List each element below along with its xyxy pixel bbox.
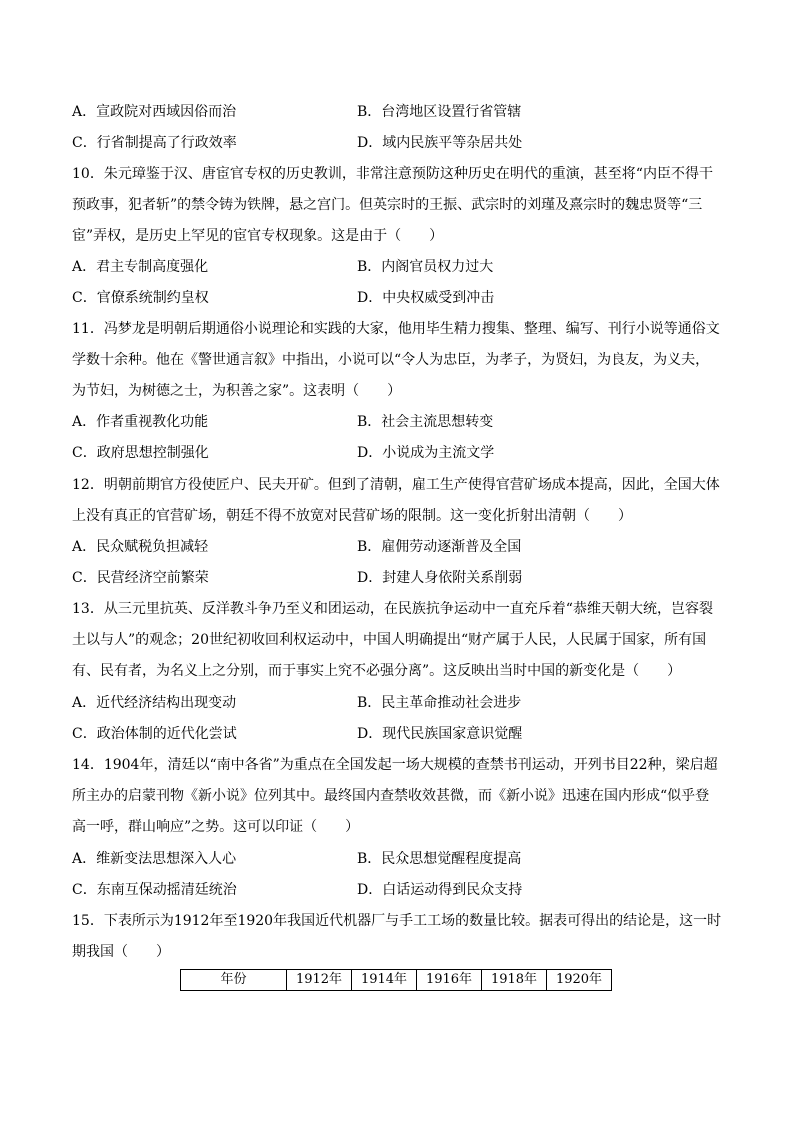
q10-stem-line: 宦”弄权，是历史上罕见的宦官专权现象。这是由于（ ） [72,228,444,244]
q13-stem-line: 13．从三元里抗英、反洋教斗争乃至义和团运动，在民族抗争运动中一直充斥着“恭维天朝大统，岂容裂 [72,601,713,617]
q11-option-c: C．政府思想控制强化 [72,445,209,461]
q10-option-b: B．内阁官员权力过大 [357,259,494,275]
q10-option-a: A．君主专制高度强化 [72,259,209,275]
q14-option-d: D．白话运动得到民众支持 [357,882,523,898]
q14-stem-line: 高一呼，群山响应”之势。这可以印证（ ） [72,819,360,835]
table-header-cell: 1914年 [352,970,417,991]
q13-option-d: D．现代民族国家意识觉醒 [357,726,523,742]
q10-stem-line: 预政事，犯者斩”的禁令铸为铁牌，悬之宫门。但英宗时的王振、武宗时的刘瑾及熹宗时的魏忠贤等“三 [72,197,703,213]
q11-option-a: A．作者重视教化功能 [72,414,209,430]
q12-option-d: D．封建人身依附关系削弱 [357,570,523,586]
q11-stem-line: 为节妇，为树德之士，为积善之家”。这表明（ ） [72,383,402,399]
q12-stem-line: 上没有真正的官营矿场，朝廷不得不放宽对民营矿场的限制。这一变化折射出清朝（ ） [72,508,632,524]
q14-option-c: C．东南互保动摇清廷统治 [72,882,237,898]
q12-option-a: A．民众赋税负担减轻 [72,539,209,555]
q14-stem-line: 14．1904年，清廷以“南中各省”为重点在全国发起一场大规模的查禁书刊运动，开列书目22种，梁启超 [72,757,718,773]
q11-stem-line: 11．冯梦龙是明朝后期通俗小说理论和实践的大家，他用毕生精力搜集、整理、编写、刊行小说等通俗文 [72,321,720,337]
q9-option-c: C．行省制提高了行政效率 [72,135,237,151]
table-header-cell: 1920年 [547,970,612,991]
q11-option-d: D．小说成为主流文学 [357,445,495,461]
q13-option-c: C．政治体制的近代化尝试 [72,726,237,742]
q13-stem-line: 土以与人”的观念；20世纪初收回利权运动中，中国人明确提出“财产属于人民，人民属于国家，所有国 [72,632,707,648]
table-header-cell: 1918年 [482,970,547,991]
q13-stem-line: 有、民有者，为名义上之分别，而于事实上究不必强分离”。这反映出当时中国的新变化是（ ） [72,663,682,679]
q11-stem-line: 学数十余种。他在《警世通言叙》中指出，小说可以“令人为忠臣，为孝子，为贤妇，为良友，为义夫， [72,352,710,368]
q14-option-b: B．民众思想觉醒程度提高 [357,851,522,867]
q10-option-c: C．官僚系统制约皇权 [72,290,209,306]
q15-stem-line: 15．下表所示为1912年至1920年我国近代机器厂与手工工场的数量比较。据表可得出的结论是，这一时 [72,913,722,929]
q12-stem-line: 12．明朝前期官方役使匠户、民夫开矿。但到了清朝，雇工生产使得官营矿场成本提高，因此，全国大体 [72,477,720,493]
q13-option-a: A．近代经济结构出现变动 [72,695,237,711]
q9-option-b: B．台湾地区设置行省管辖 [357,104,522,120]
q14-option-a: A．维新变法思想深入人心 [72,851,237,867]
table-header-cell: 1912年 [287,970,352,991]
q11-option-b: B．社会主流思想转变 [357,414,494,430]
table-header-row [181,970,612,991]
q14-stem-line: 所主办的启蒙刊物《新小说》位列其中。最终国内查禁收效甚微，而《新小说》迅速在国内形成“似乎登 [72,788,710,804]
q15-data-table [180,969,612,991]
q12-option-b: B．雇佣劳动逐渐普及全国 [357,539,522,555]
table-header-cell: 年份 [181,970,287,991]
q15-stem-line: 期我国（ ） [72,944,170,960]
q9-option-d: D．域内民族平等杂居共处 [357,135,523,151]
table-header-cell: 1916年 [417,970,482,991]
q10-stem-line: 10．朱元璋鉴于汉、唐宦官专权的历史教训，非常注意预防这种历史在明代的重演，甚至将“内臣不得干 [72,166,713,182]
q9-option-a: A．宣政院对西域因俗而治 [72,104,237,120]
q13-option-b: B．民主革命推动社会进步 [357,695,522,711]
q12-option-c: C．民营经济空前繁荣 [72,570,209,586]
q10-option-d: D．中央权威受到冲击 [357,290,495,306]
